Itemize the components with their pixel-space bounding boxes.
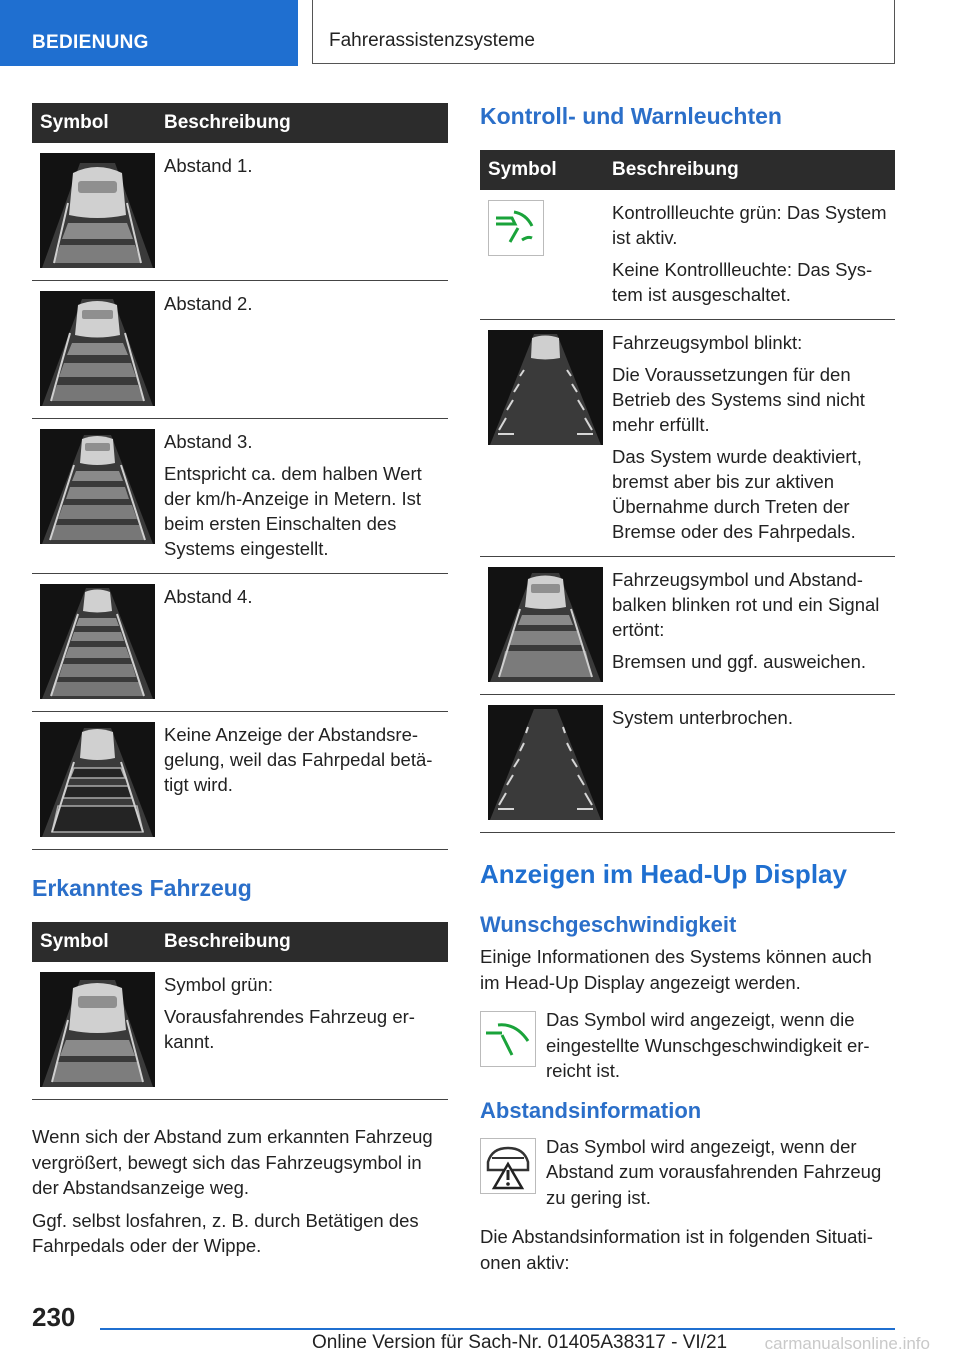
row-description: Keine Anzeige der Abstandsregelung, weil das Fahrpedal betätigt wird. [164, 724, 433, 795]
section-heading-hud: Anzeigen im Head-Up Display [480, 859, 847, 889]
column-header-symbol: Symbol [480, 150, 612, 190]
distance-4-display-icon [40, 584, 155, 699]
cruise-control-indicator-green-icon [488, 200, 544, 256]
row-description: Kontrollleuchte grün: Das System ist aktiv. [612, 202, 887, 248]
row-description: Abstand 4. [164, 586, 253, 607]
row-description: Die Voraussetzungen für den Betrieb des Systems sind nicht mehr erfüllt. [612, 364, 865, 435]
row-description: Keine Kontrollleuchte: Das System ist ausgeschaltet. [612, 259, 873, 305]
body-paragraph: Das Symbol wird angezeigt, wenn der Abstand zum vorausfahrenden Fahrzeug zu gering ist. [546, 1135, 882, 1208]
distance-warning-hud-icon [480, 1138, 536, 1194]
vehicle-recognized-green-icon [40, 972, 155, 1087]
column-header-symbol: Symbol [32, 922, 164, 962]
column-header-description: Beschreibung [612, 150, 895, 190]
row-description: Abstand 2. [164, 293, 253, 314]
body-paragraph: Das Symbol wird angezeigt, wenn die eingestellte Wunschgeschwindigkeit erreicht ist. [546, 1009, 870, 1081]
body-paragraph: Ggf. selbst losfahren, z. B. durch Betätigen des Fahrpedals oder der Wippe. [32, 1209, 419, 1256]
row-description: Abstand 3. [164, 431, 253, 452]
body-paragraph: Einige Informationen des Systems können auch im Head-Up Display angezeigt werden. [480, 946, 872, 993]
section-heading-recognized-vehicle: Erkanntes Fahrzeug [32, 875, 252, 901]
body-paragraph: Die Abstandsinformation ist in folgenden Situationen aktiv: [480, 1226, 873, 1273]
warning-lights-table [480, 150, 895, 833]
desired-speed-hud-icon [480, 1011, 536, 1067]
vehicle-symbol-flashing-icon [488, 330, 603, 445]
row-description: Fahrzeugsymbol blinkt: [612, 332, 803, 353]
header-chapter-label: Fahrerassistenzsysteme [329, 30, 535, 51]
page-number: 230 [32, 1302, 76, 1332]
header-section-label: BEDIENUNG [32, 32, 149, 53]
distance-3-display-icon [40, 429, 155, 544]
row-description: Vorausfahrendes Fahrzeug erkannt. [164, 1006, 415, 1052]
table-row [480, 190, 895, 320]
subheading-distance-info: Abstandsinformation [480, 1097, 702, 1123]
row-description: Symbol grün: [164, 974, 273, 995]
row-description: Bremsen und ggf. ausweichen. [612, 651, 867, 672]
table-row [480, 557, 895, 695]
left-column [32, 103, 448, 1266]
header-section-tab [0, 0, 298, 66]
row-description: System unterbrochen. [612, 707, 793, 728]
distance-1-display-icon [40, 153, 155, 268]
distance-info-note [480, 1134, 895, 1211]
table-row [32, 574, 448, 712]
footer-divider [100, 1328, 895, 1330]
header-chapter-box [312, 0, 895, 64]
distance-2-display-icon [40, 291, 155, 406]
distance-symbol-table [32, 103, 448, 850]
table-row [32, 962, 448, 1100]
row-description: Entspricht ca. dem halben Wert der km/h-Anzeige in Metern. Ist beim ersten Einschalten des Systems eingestellt. [164, 463, 422, 559]
body-paragraph: Wenn sich der Abstand zum erkannten Fahrzeug vergrößert, bewegt sich das Fahrzeugsymbol in der Abstandsanzeige weg. [32, 1126, 433, 1198]
column-header-description: Beschreibung [164, 103, 448, 143]
column-header-symbol: Symbol [32, 103, 164, 143]
subheading-desired-speed: Wunschgeschwindigkeit [480, 912, 737, 937]
row-description: Das System wurde deaktiviert, bremst aber bis zur aktiven Übernahme durch Treten der Bremse oder des Fahrpedals. [612, 446, 862, 542]
vehicle-and-bars-flashing-red-icon [488, 567, 603, 682]
table-row [32, 712, 448, 850]
no-distance-display-icon [40, 722, 155, 837]
footer-online-version: Online Version für Sach-Nr. 01405A38317 - VI/21 [312, 1332, 728, 1353]
table-row [480, 695, 895, 833]
right-column [480, 103, 895, 1282]
table-row [480, 320, 895, 557]
desired-speed-note [480, 1007, 895, 1084]
recognized-vehicle-table [32, 922, 448, 1100]
row-description: Fahrzeugsymbol und Abstandbalken blinken rot und ein Signal ertönt: [612, 569, 880, 640]
system-interrupted-icon [488, 705, 603, 820]
section-heading-warning-lights: Kontroll- und Warnleuchten [480, 103, 782, 129]
column-header-description: Beschreibung [164, 922, 448, 962]
row-description: Abstand 1. [164, 155, 253, 176]
watermark: carmanualsonline.info [764, 1334, 930, 1353]
table-row [32, 281, 448, 419]
table-row [32, 419, 448, 574]
table-row [32, 143, 448, 281]
